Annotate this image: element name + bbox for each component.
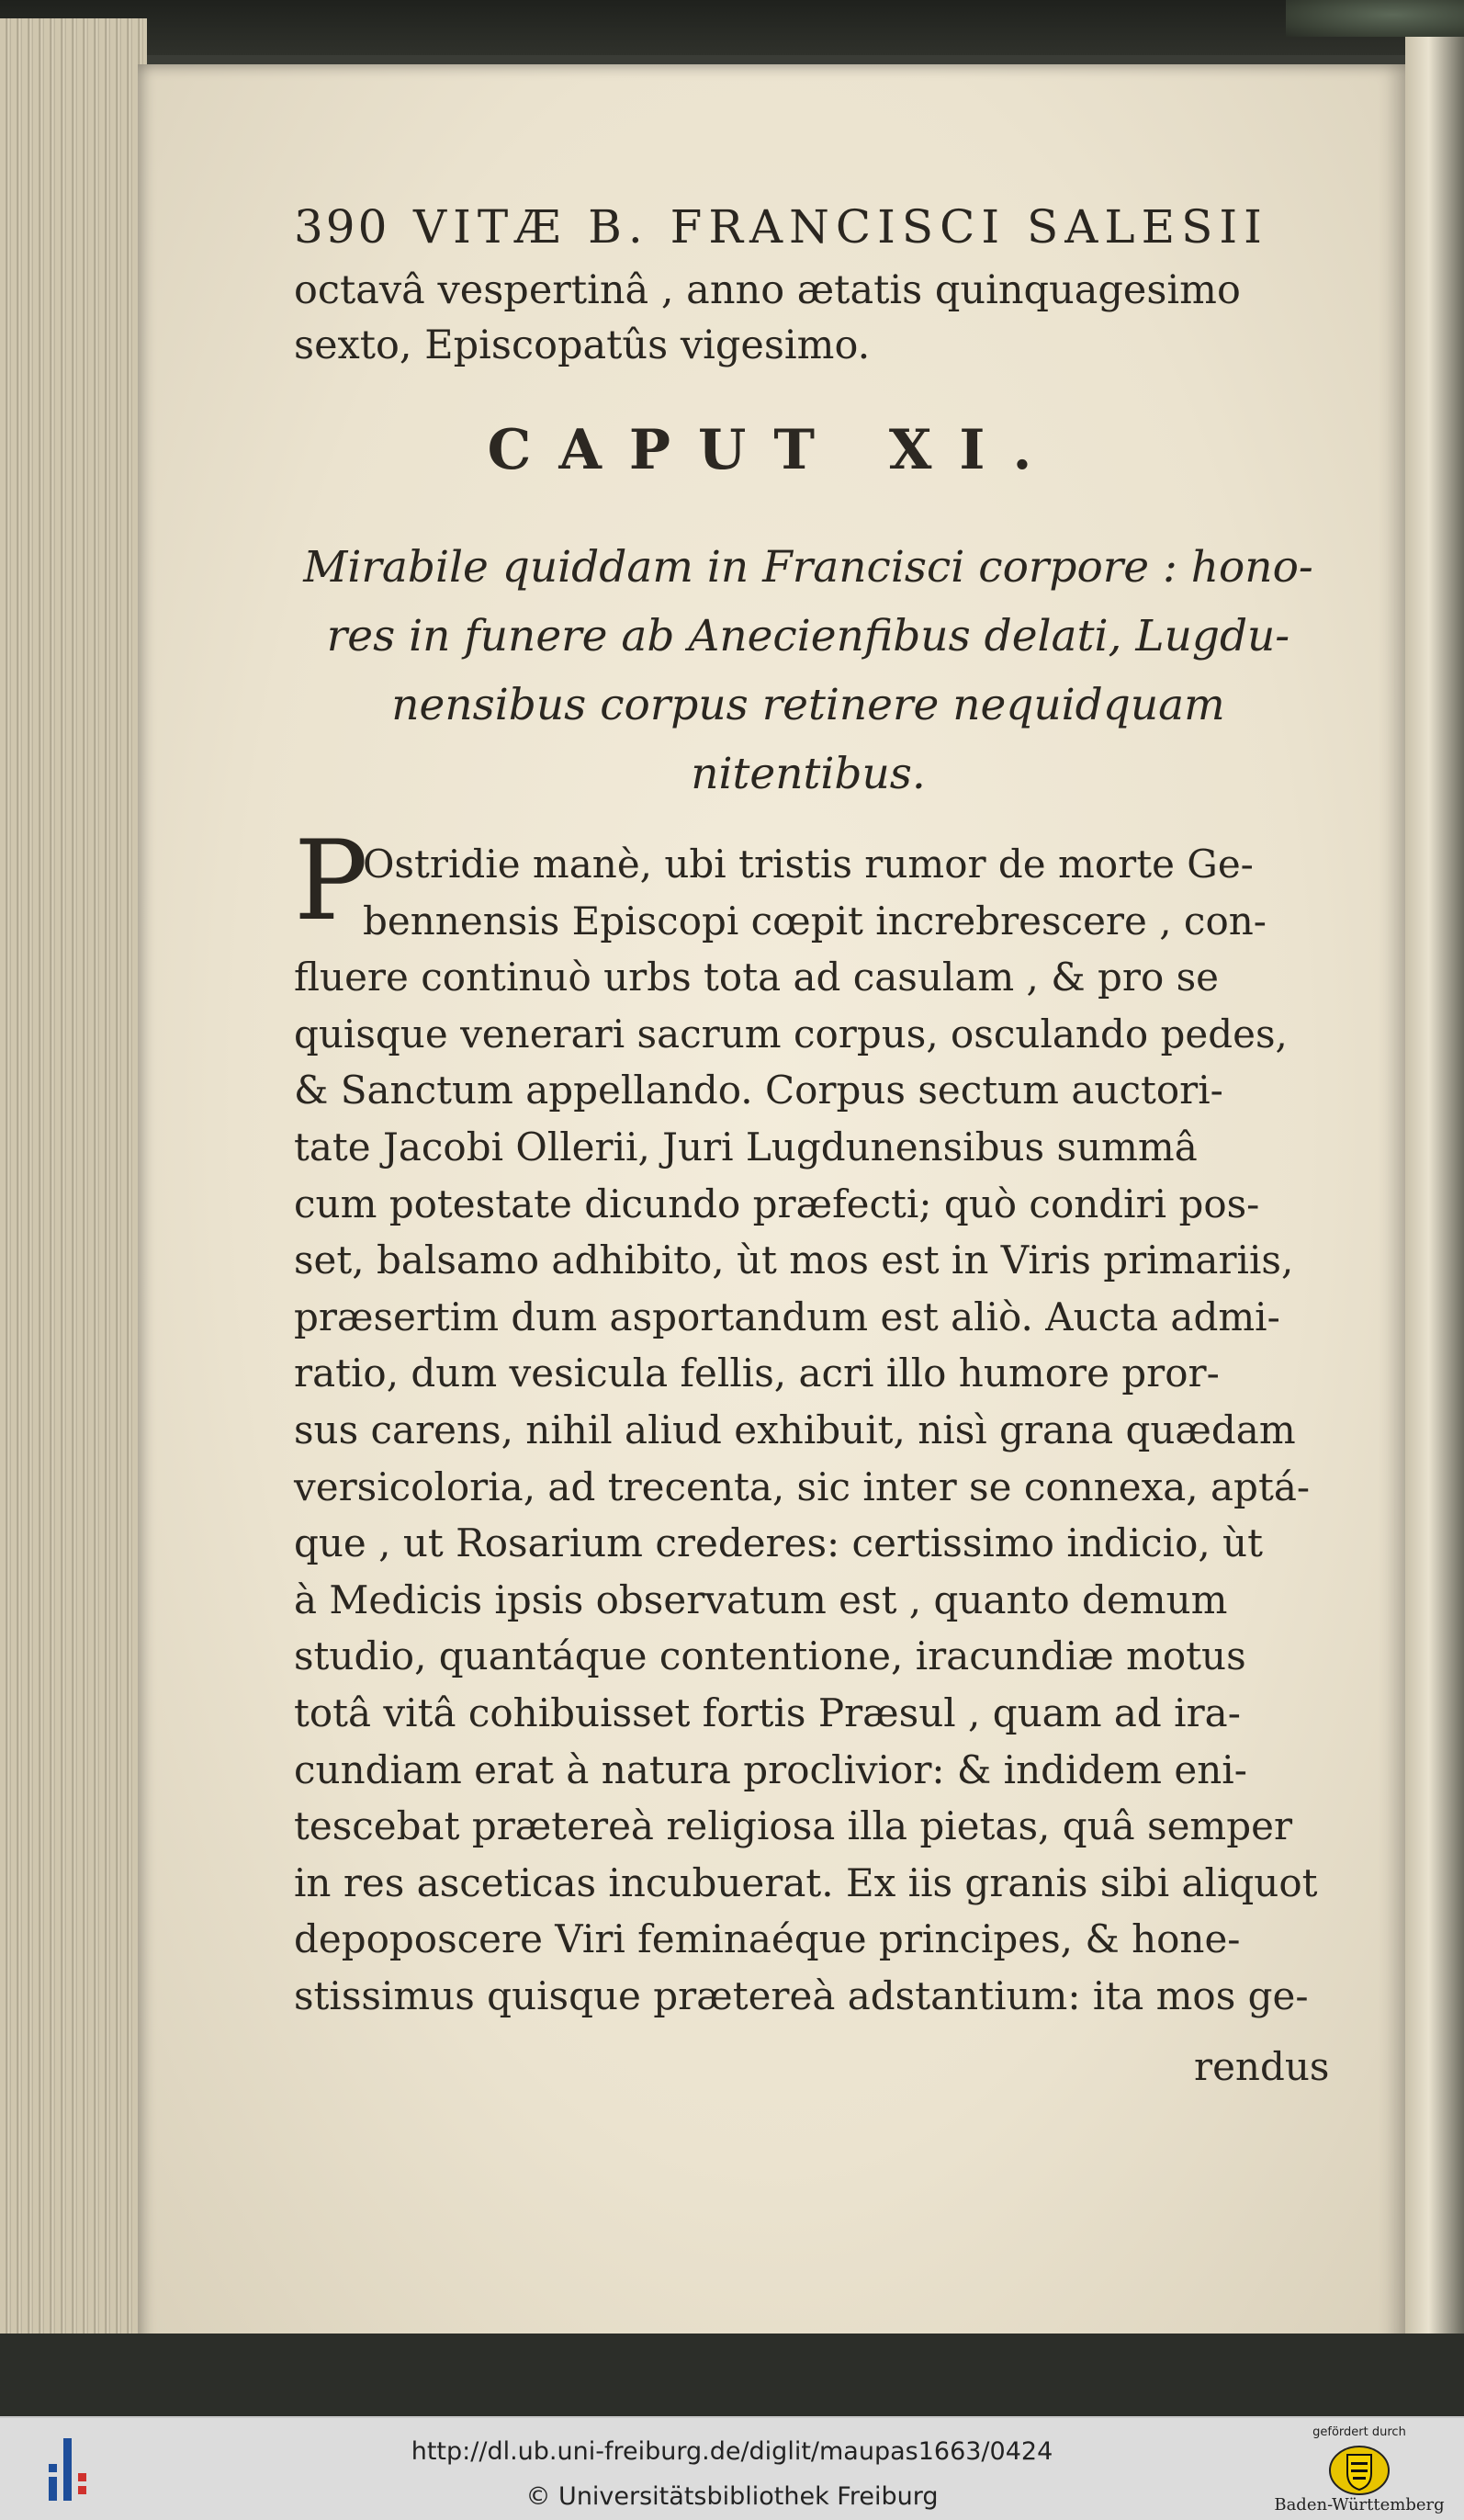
opening-line: octavâ vespertinâ , anno ætatis quinquagesimo bbox=[294, 267, 1241, 313]
funder-name: Baden-Württemberg bbox=[1274, 2495, 1445, 2514]
scan-background bbox=[0, 0, 1464, 55]
paragraph-line: bennensis Episcopi cœpit increbrescere , con- bbox=[363, 898, 1267, 944]
body-paragraph bbox=[294, 836, 1318, 2024]
paragraph-line: tate Jacobi Ollerii, Juri Lugdunensibus summâ bbox=[294, 1124, 1198, 1170]
chapter-summary bbox=[294, 533, 1323, 808]
paragraph-line: & Sanctum appellando. Corpus sectum auctori- bbox=[294, 1068, 1223, 1113]
cover-ornament bbox=[1286, 0, 1464, 37]
paragraph-line: cundiam erat à natura proclivior: & indidem eni- bbox=[294, 1746, 1247, 1792]
chapter-title: CAPUT XI. bbox=[487, 418, 1060, 482]
page-number: 390 bbox=[294, 200, 390, 254]
paragraph-line: versicoloria, ad trecenta, sic inter se connexa, aptá- bbox=[294, 1463, 1311, 1509]
paragraph-line: ratio, dum vesicula fellis, acri illo humore pror- bbox=[294, 1350, 1220, 1396]
running-head bbox=[294, 200, 1323, 254]
coat-of-arms-icon bbox=[1327, 2444, 1391, 2497]
drop-cap: P bbox=[294, 818, 368, 945]
paragraph-line: præsertim dum asportandum est aliò. Aucta admi- bbox=[294, 1294, 1280, 1339]
paragraph-line: que , ut Rosarium crederes: certissimo indicio, ùt bbox=[294, 1520, 1263, 1566]
funded-label: gefördert durch bbox=[1312, 2425, 1406, 2439]
summary-line: nitentibus. bbox=[691, 749, 926, 799]
catchword: rendus bbox=[1194, 2044, 1330, 2089]
right-page-edge bbox=[1405, 37, 1464, 2370]
summary-line: res in funere ab Anecienfibus delati, Lugdu- bbox=[326, 611, 1290, 661]
running-head-title: VITÆ B. FRANCISCI SALESII bbox=[413, 200, 1268, 254]
paragraph-line: depoposcere Viri feminaéque principes, & hone- bbox=[294, 1916, 1241, 1962]
summary-line: nensibus corpus retinere nequidquam bbox=[391, 680, 1225, 730]
paragraph-line: stissimus quisque prætereà adstantium: ita mos ge- bbox=[294, 1972, 1309, 2018]
paragraph-line: Ostridie manè, ubi tristis rumor de morte Ge- bbox=[363, 842, 1254, 887]
paragraph-line: à Medicis ipsis observatum est , quanto demum bbox=[294, 1576, 1228, 1622]
copyright-notice: © Universitätsbibliothek Freiburg bbox=[525, 2482, 939, 2511]
summary-line: Mirabile quiddam in Francisci corpore : hono- bbox=[303, 542, 1313, 593]
paragraph-line: cum potestate dicundo præfecti; quò condiri pos- bbox=[294, 1181, 1260, 1226]
paragraph-line: studio, quantáque contentione, iracundiæ motus bbox=[294, 1633, 1246, 1679]
paragraph-line: totâ vitâ cohibuisset fortis Præsul , quam ad ira- bbox=[294, 1689, 1241, 1735]
permalink-url[interactable]: http://dl.ub.uni-freiburg.de/diglit/maupas1663/0424 bbox=[411, 2437, 1053, 2466]
paragraph-line: set, balsamo adhibito, ùt mos est in Viris primariis, bbox=[294, 1237, 1294, 1283]
page-stack-edge bbox=[0, 18, 147, 2334]
opening-line: sexto, Episcopatûs vigesimo. bbox=[294, 322, 871, 368]
paragraph-line: quisque venerari sacrum corpus, osculando pedes, bbox=[294, 1011, 1288, 1057]
paragraph-line: tescebat prætereà religiosa illa pietas, quâ semper bbox=[294, 1803, 1293, 1849]
paragraph-line: in res asceticas incubuerat. Ex iis granis sibi aliquot bbox=[294, 1859, 1318, 1905]
paragraph-line: sus carens, nihil aliud exhibuit, nisì grana quædam bbox=[294, 1407, 1296, 1452]
paragraph-line: fluere continuò urbs tota ad casulam , & pro se bbox=[294, 955, 1219, 1000]
scan-bottom bbox=[0, 2334, 1464, 2416]
